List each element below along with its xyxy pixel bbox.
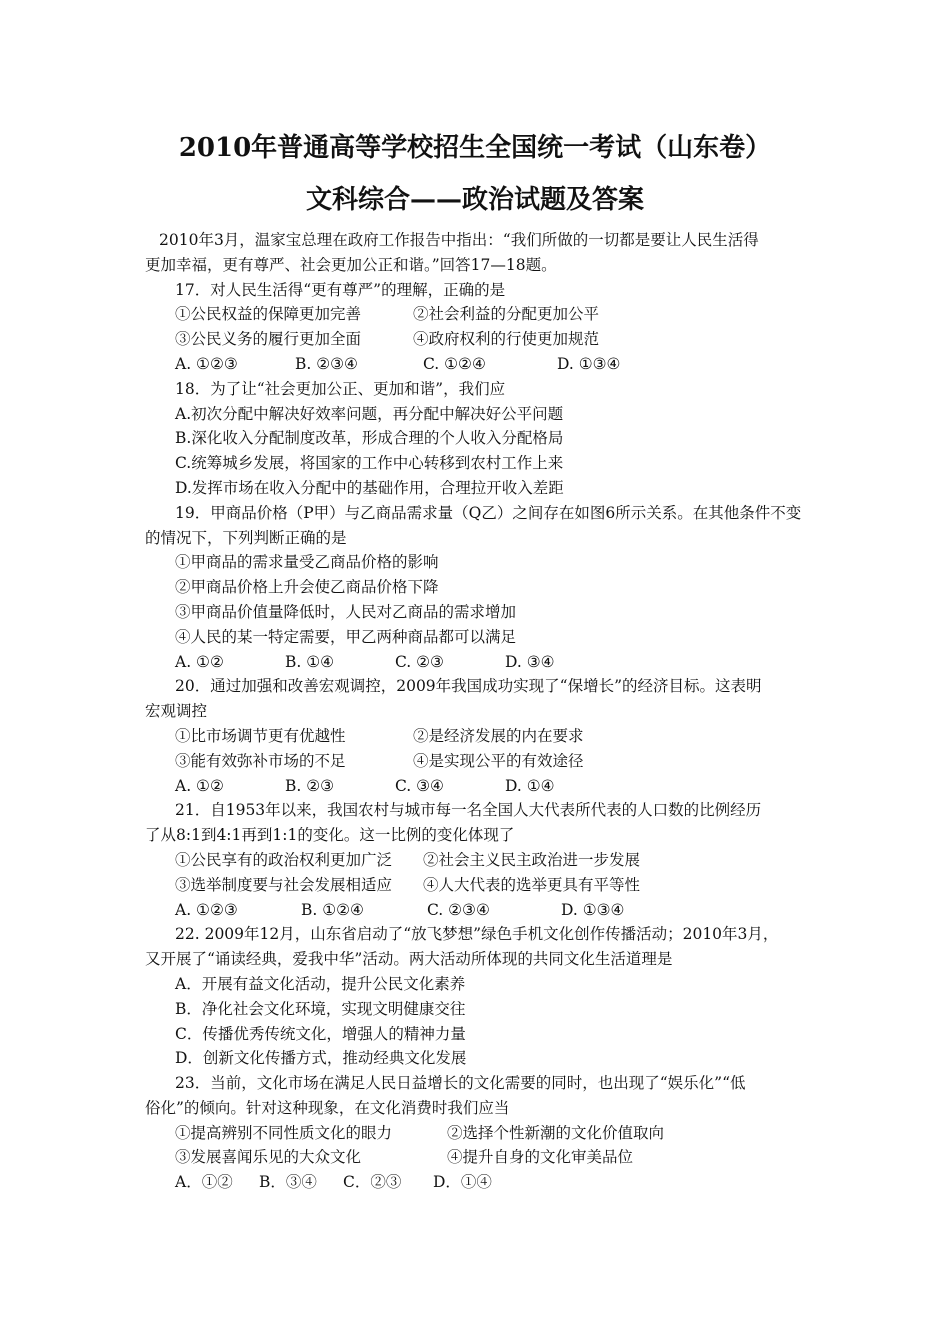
q21-option-c: C. ②③④: [427, 900, 490, 919]
q18-stem: 18．为了让“社会更加公正、更加和谐”，我们应: [175, 379, 506, 398]
q21-statements-row-2: [145, 873, 815, 898]
q18-option-b: B.深化收入分配制度改革，形成合理的个人收入分配格局: [175, 429, 564, 448]
q17-statement-3: ③公民义务的履行更加全面: [175, 330, 362, 349]
q23-statement-1: ①提高辨别不同性质文化的眼力: [175, 1123, 393, 1142]
q19-stem-line-2: 的情况下，下列判断正确的是: [145, 528, 347, 547]
q23-option-c: C．②③: [343, 1173, 402, 1192]
q21-stem-line-1: 21．自1953年以来，我国农村与城市每一名全国人大代表所代表的人口数的比例经历: [175, 801, 762, 820]
q23-statements-row-2: [145, 1145, 815, 1170]
q21-statement-1: ①公民享有的政治权利更加广泛: [175, 850, 393, 869]
q20-options: [145, 774, 815, 799]
q19-stem-line-1: 19．甲商品价格（P甲）与乙商品需求量（Q乙）之间存在如图6所示关系。在其他条件不变: [175, 503, 802, 522]
q21-statement-3: ③选举制度要与社会发展相适应: [175, 875, 393, 894]
q21-statement-2: ②社会主义民主政治进一步发展: [423, 850, 641, 869]
q17-statement-4: ④政府权利的行使更加规范: [413, 330, 600, 349]
q17-option-d: D. ①③④: [557, 354, 621, 373]
q20-option-b: B. ②③: [285, 776, 335, 795]
intro-line-2: 更加幸福，更有尊严、社会更加公正和谐。”回答17—18题。: [145, 255, 557, 274]
exam-subtitle: 文科综合——政治试题及答案: [305, 185, 644, 215]
q22-option-d: D．创新文化传播方式，推动经典文化发展: [175, 1049, 467, 1068]
q19-option-a: A. ①②: [175, 652, 224, 671]
q23-option-b: B．③④: [259, 1173, 317, 1192]
q18-option-c: C.统筹城乡发展，将国家的工作中心转移到农村工作上来: [175, 454, 564, 473]
intro-line-1: 2010年3月，温家宝总理在政府工作报告中指出：“我们所做的一切都是要让人民生活得: [159, 231, 759, 249]
q19-option-d: D. ③④: [505, 652, 555, 671]
q22-option-a: A．开展有益文化活动，提升公民文化素养: [175, 974, 466, 993]
q20-stem-line-2: 宏观调控: [145, 702, 208, 721]
exam-title: 2010年普通高等学校招生全国统一考试（山东卷）: [178, 133, 772, 163]
q17-option-b: B. ②③④: [295, 354, 358, 373]
q19-options: [145, 650, 815, 675]
q17-options: [145, 352, 815, 377]
q21-options: [145, 898, 815, 923]
q21-option-d: D. ①③④: [561, 900, 625, 919]
q19-statement-1: ①甲商品的需求量受乙商品价格的影响: [175, 553, 439, 572]
exam-body: [145, 228, 815, 1195]
q17-stem: 17．对人民生活得“更有尊严”的理解，正确的是: [175, 280, 506, 299]
q20-statement-3: ③能有效弥补市场的不足: [175, 751, 346, 770]
q17-option-c: C. ①②④: [423, 354, 486, 373]
q23-option-d: D．①④: [433, 1173, 492, 1192]
q20-stem-line-1: 20．通过加强和改善宏观调控，2009年我国成功实现了“保增长”的经济目标。这表明: [175, 677, 762, 696]
q23-stem-line-2: 俗化”的倾向。针对这种现象，在文化消费时我们应当: [145, 1098, 510, 1117]
q23-statement-4: ④提升自身的文化审美品位: [447, 1148, 634, 1167]
q23-statement-2: ②选择个性新潮的文化价值取向: [447, 1123, 665, 1142]
q20-statements-row-1: [145, 724, 815, 749]
q21-option-b: B. ①②④: [301, 900, 364, 919]
q23-options: [145, 1170, 815, 1195]
q20-option-d: D. ①④: [505, 776, 555, 795]
q17-statement-1: ①公民权益的保障更加完善: [175, 305, 362, 324]
q21-option-a: A. ①②③: [175, 900, 238, 919]
q23-stem-line-1: 23．当前，文化市场在满足人民日益增长的文化需要的同时，也出现了“娱乐化”“低: [175, 1074, 746, 1093]
q23-option-a: A．①②: [175, 1173, 233, 1192]
q21-statement-4: ④人大代表的选举更具有平等性: [423, 875, 641, 894]
q19-statement-3: ③甲商品价值量降低时，人民对乙商品的需求增加: [175, 602, 517, 621]
q20-option-a: A. ①②: [175, 776, 224, 795]
q21-stem-line-2: 了从8:1到4:1再到1:1的变化。这一比例的变化体现了: [145, 826, 515, 845]
q21-statements-row-1: [145, 848, 815, 873]
q20-option-c: C. ③④: [395, 776, 444, 795]
q22-stem-line-1: 22. 2009年12月，山东省启动了“放飞梦想”绿色手机文化创作传播活动；2010年3月，: [175, 925, 779, 944]
q17-option-a: A. ①②③: [175, 354, 238, 373]
q20-statements-row-2: [145, 749, 815, 774]
q20-statement-4: ④是实现公平的有效途径: [413, 751, 584, 770]
q18-option-d: D.发挥市场在收入分配中的基础作用，合理拉开收入差距: [175, 478, 564, 497]
q22-option-b: B．净化社会文化环境，实现文明健康交往: [175, 999, 466, 1018]
q19-option-c: C. ②③: [395, 652, 444, 671]
q23-statements-row-1: [145, 1121, 815, 1146]
q22-stem-line-2: 又开展了“诵读经典，爱我中华”活动。两大活动所体现的共同文化生活道理是: [145, 950, 673, 969]
q20-statement-2: ②是经济发展的内在要求: [413, 726, 584, 745]
q19-statement-4: ④人民的某一特定需要，甲乙两种商品都可以满足: [175, 627, 517, 646]
q23-statement-3: ③发展喜闻乐见的大众文化: [175, 1148, 362, 1167]
q19-statement-2: ②甲商品价格上升会使乙商品价格下降: [175, 578, 439, 597]
q22-option-c: C．传播优秀传统文化，增强人的精神力量: [175, 1024, 466, 1043]
q17-statement-2: ②社会利益的分配更加公平: [413, 305, 600, 324]
q18-option-a: A.初次分配中解决好效率问题，再分配中解决好公平问题: [175, 404, 564, 423]
q17-statements-row-1: [145, 302, 815, 327]
q19-option-b: B. ①④: [285, 652, 335, 671]
q17-statements-row-2: [145, 327, 815, 352]
q20-statement-1: ①比市场调节更有优越性: [175, 726, 346, 745]
